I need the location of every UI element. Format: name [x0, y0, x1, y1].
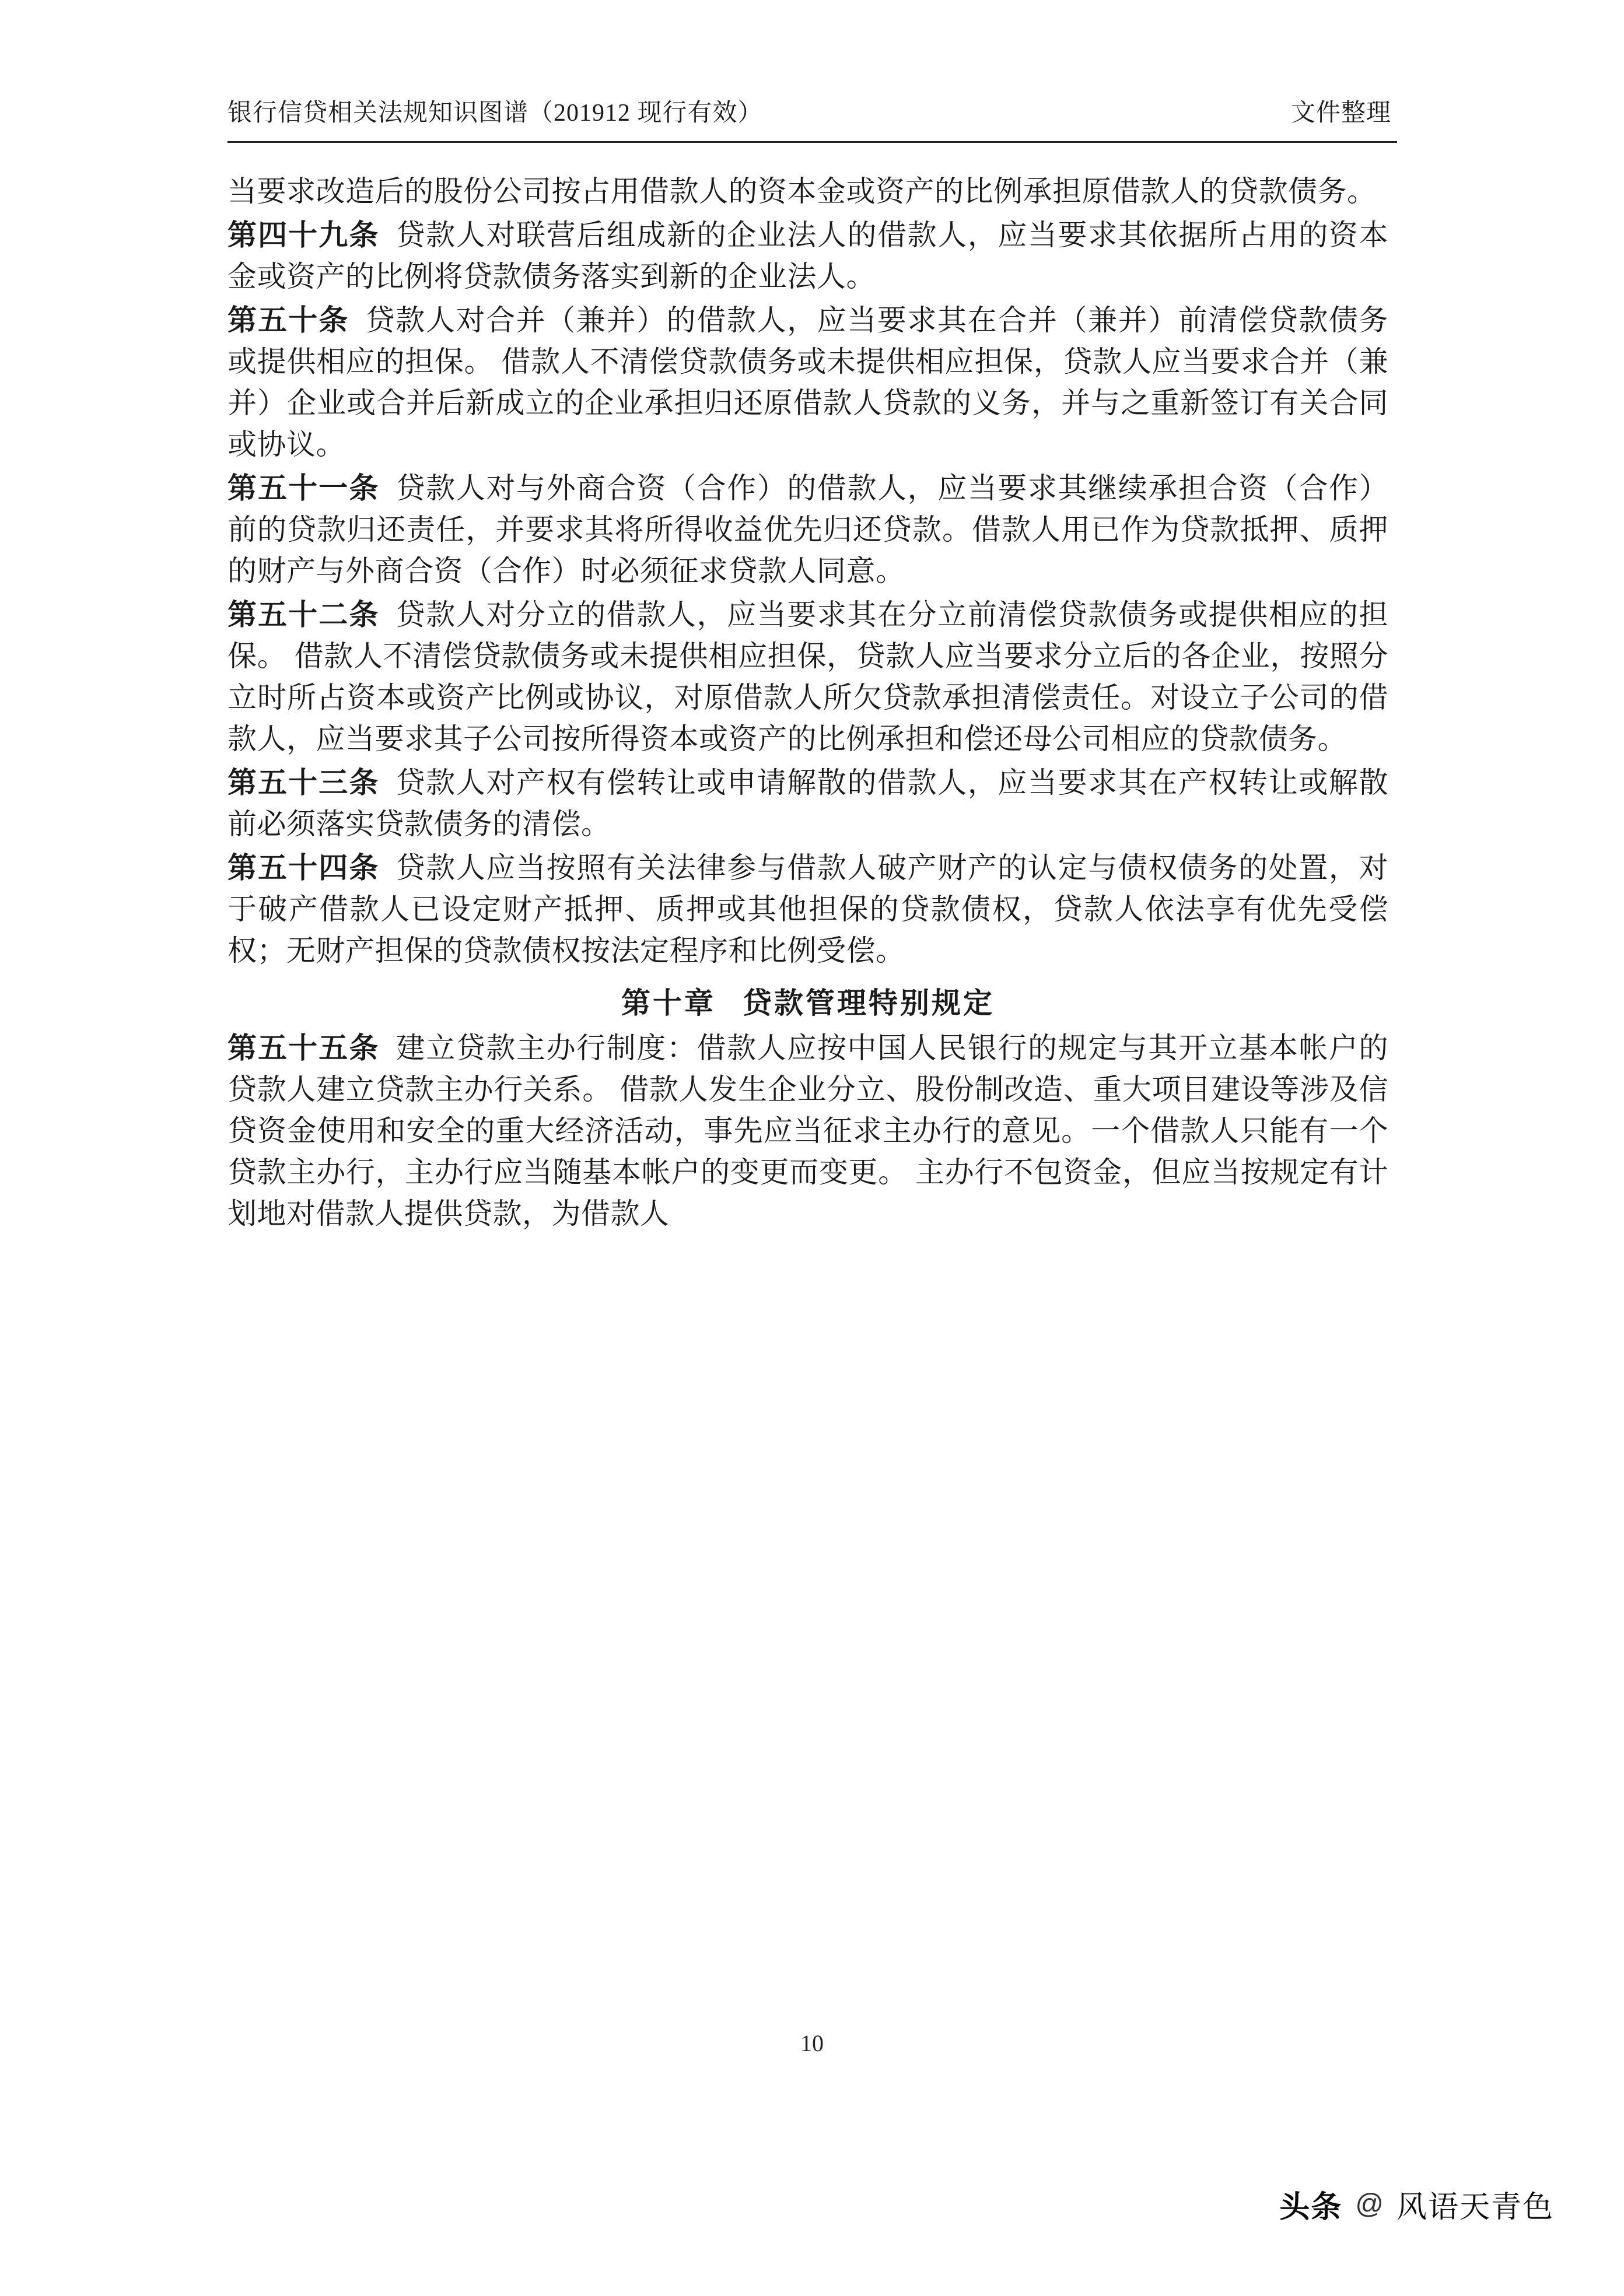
- chapter-number: 第十章: [621, 987, 716, 1019]
- paragraph: [228, 847, 1388, 972]
- paragraph-text: 贷款人对与外商合资（合作）的借款人，应当要求其继续承担合资（合作）前的贷款归还责任，并要求其将所得收益优先归还贷款。借款人用已作为贷款抵押、质押的财产与外商合资（合作）时必须征求贷款人同意。: [228, 472, 1389, 587]
- article-label: 第五十二条: [228, 598, 380, 631]
- paragraph: [228, 171, 1388, 212]
- article-label: 第五十条: [228, 304, 349, 336]
- toutiao-logo: 头条: [1279, 2190, 1343, 2224]
- paragraph-text: 贷款人对分立的借款人，应当要求其在分立前清偿贷款债务或提供相应的担保。 借款人不清偿贷款债务或未提供相应担保，贷款人应当要求分立后的各企业，按照分立时所占资本或资产比例或协议，对原借款人所欠贷款承担清偿责任。对设立子公司的借款人，应当要求其子公司按所得资本或资产的比例承担和偿还母公司相应的贷款债务。: [228, 598, 1389, 755]
- article-label: 第四十九条: [228, 219, 380, 251]
- paragraph-text: 当要求改造后的股份公司按占用借款人的资本金或资产的比例承担原借款人的贷款债务。: [228, 175, 1377, 208]
- paragraph: [228, 468, 1388, 592]
- paragraph: [228, 1028, 1388, 1235]
- article-label: 第五十一条: [228, 472, 380, 504]
- article-label: 第五十五条: [228, 1032, 380, 1064]
- paragraph: [228, 215, 1388, 297]
- watermark: [1279, 2182, 1554, 2226]
- page-number: 10: [800, 2030, 824, 2056]
- watermark-author: 风语天青色: [1396, 2190, 1554, 2224]
- chapter-name: 贷款管理特别规定: [743, 987, 995, 1019]
- paragraph: [228, 594, 1388, 760]
- paragraph-text: 贷款人对联营后组成新的企业法人的借款人，应当要求其依据所占用的资本金或资产的比例将贷款债务落实到新的企业法人。: [228, 219, 1389, 293]
- header-title-right: 文件整理: [1290, 100, 1391, 127]
- page-content: [228, 93, 1397, 1237]
- at-icon: @: [1355, 2189, 1384, 2220]
- header-title-left: 银行信贷相关法规知识图谱（201912 现行有效）: [228, 100, 763, 127]
- paragraph-text: 贷款人应当按照有关法律参与借款人破产财产的认定与债权债务的处置，对于破产借款人已设定财产抵押、质押或其他担保的贷款债权，贷款人依法享有优先受偿权；无财产担保的贷款债权按法定程序和比例受偿。: [228, 851, 1389, 967]
- paragraph: [228, 300, 1388, 465]
- page-header: [228, 93, 1397, 143]
- paragraph-text: 贷款人对产权有偿转让或申请解散的借款人，应当要求其在产权转让或解散前必须落实贷款债务的清偿。: [228, 766, 1389, 840]
- chapter-heading: [228, 980, 1388, 1022]
- article-label: 第五十三条: [228, 766, 380, 799]
- paragraph-text: 建立贷款主办行制度：借款人应按中国人民银行的规定与其开立基本帐户的贷款人建立贷款主办行关系。 借款人发生企业分立、股份制改造、重大项目建设等涉及信贷资金使用和安全的重大经济活动，事先应当征求主办行的意见。一个借款人只能有一个贷款主办行，主办行应当随基本帐户的变更而变更。 主办行不包资金，但应当按规定有计划地对借款人提供贷款，为借款人: [228, 1032, 1389, 1230]
- paragraph: [228, 762, 1388, 845]
- article-label: 第五十四条: [228, 851, 380, 884]
- document-body: [228, 171, 1388, 1235]
- paragraph-text: 贷款人对合并（兼并）的借款人，应当要求其在合并（兼并）前清偿贷款债务或提供相应的担保。 借款人不清偿贷款债务或未提供相应担保，贷款人应当要求合并（兼并）企业或合并后新成立的企业承担归还原借款人贷款的义务，并与之重新签订有关合同或协议。: [228, 304, 1389, 461]
